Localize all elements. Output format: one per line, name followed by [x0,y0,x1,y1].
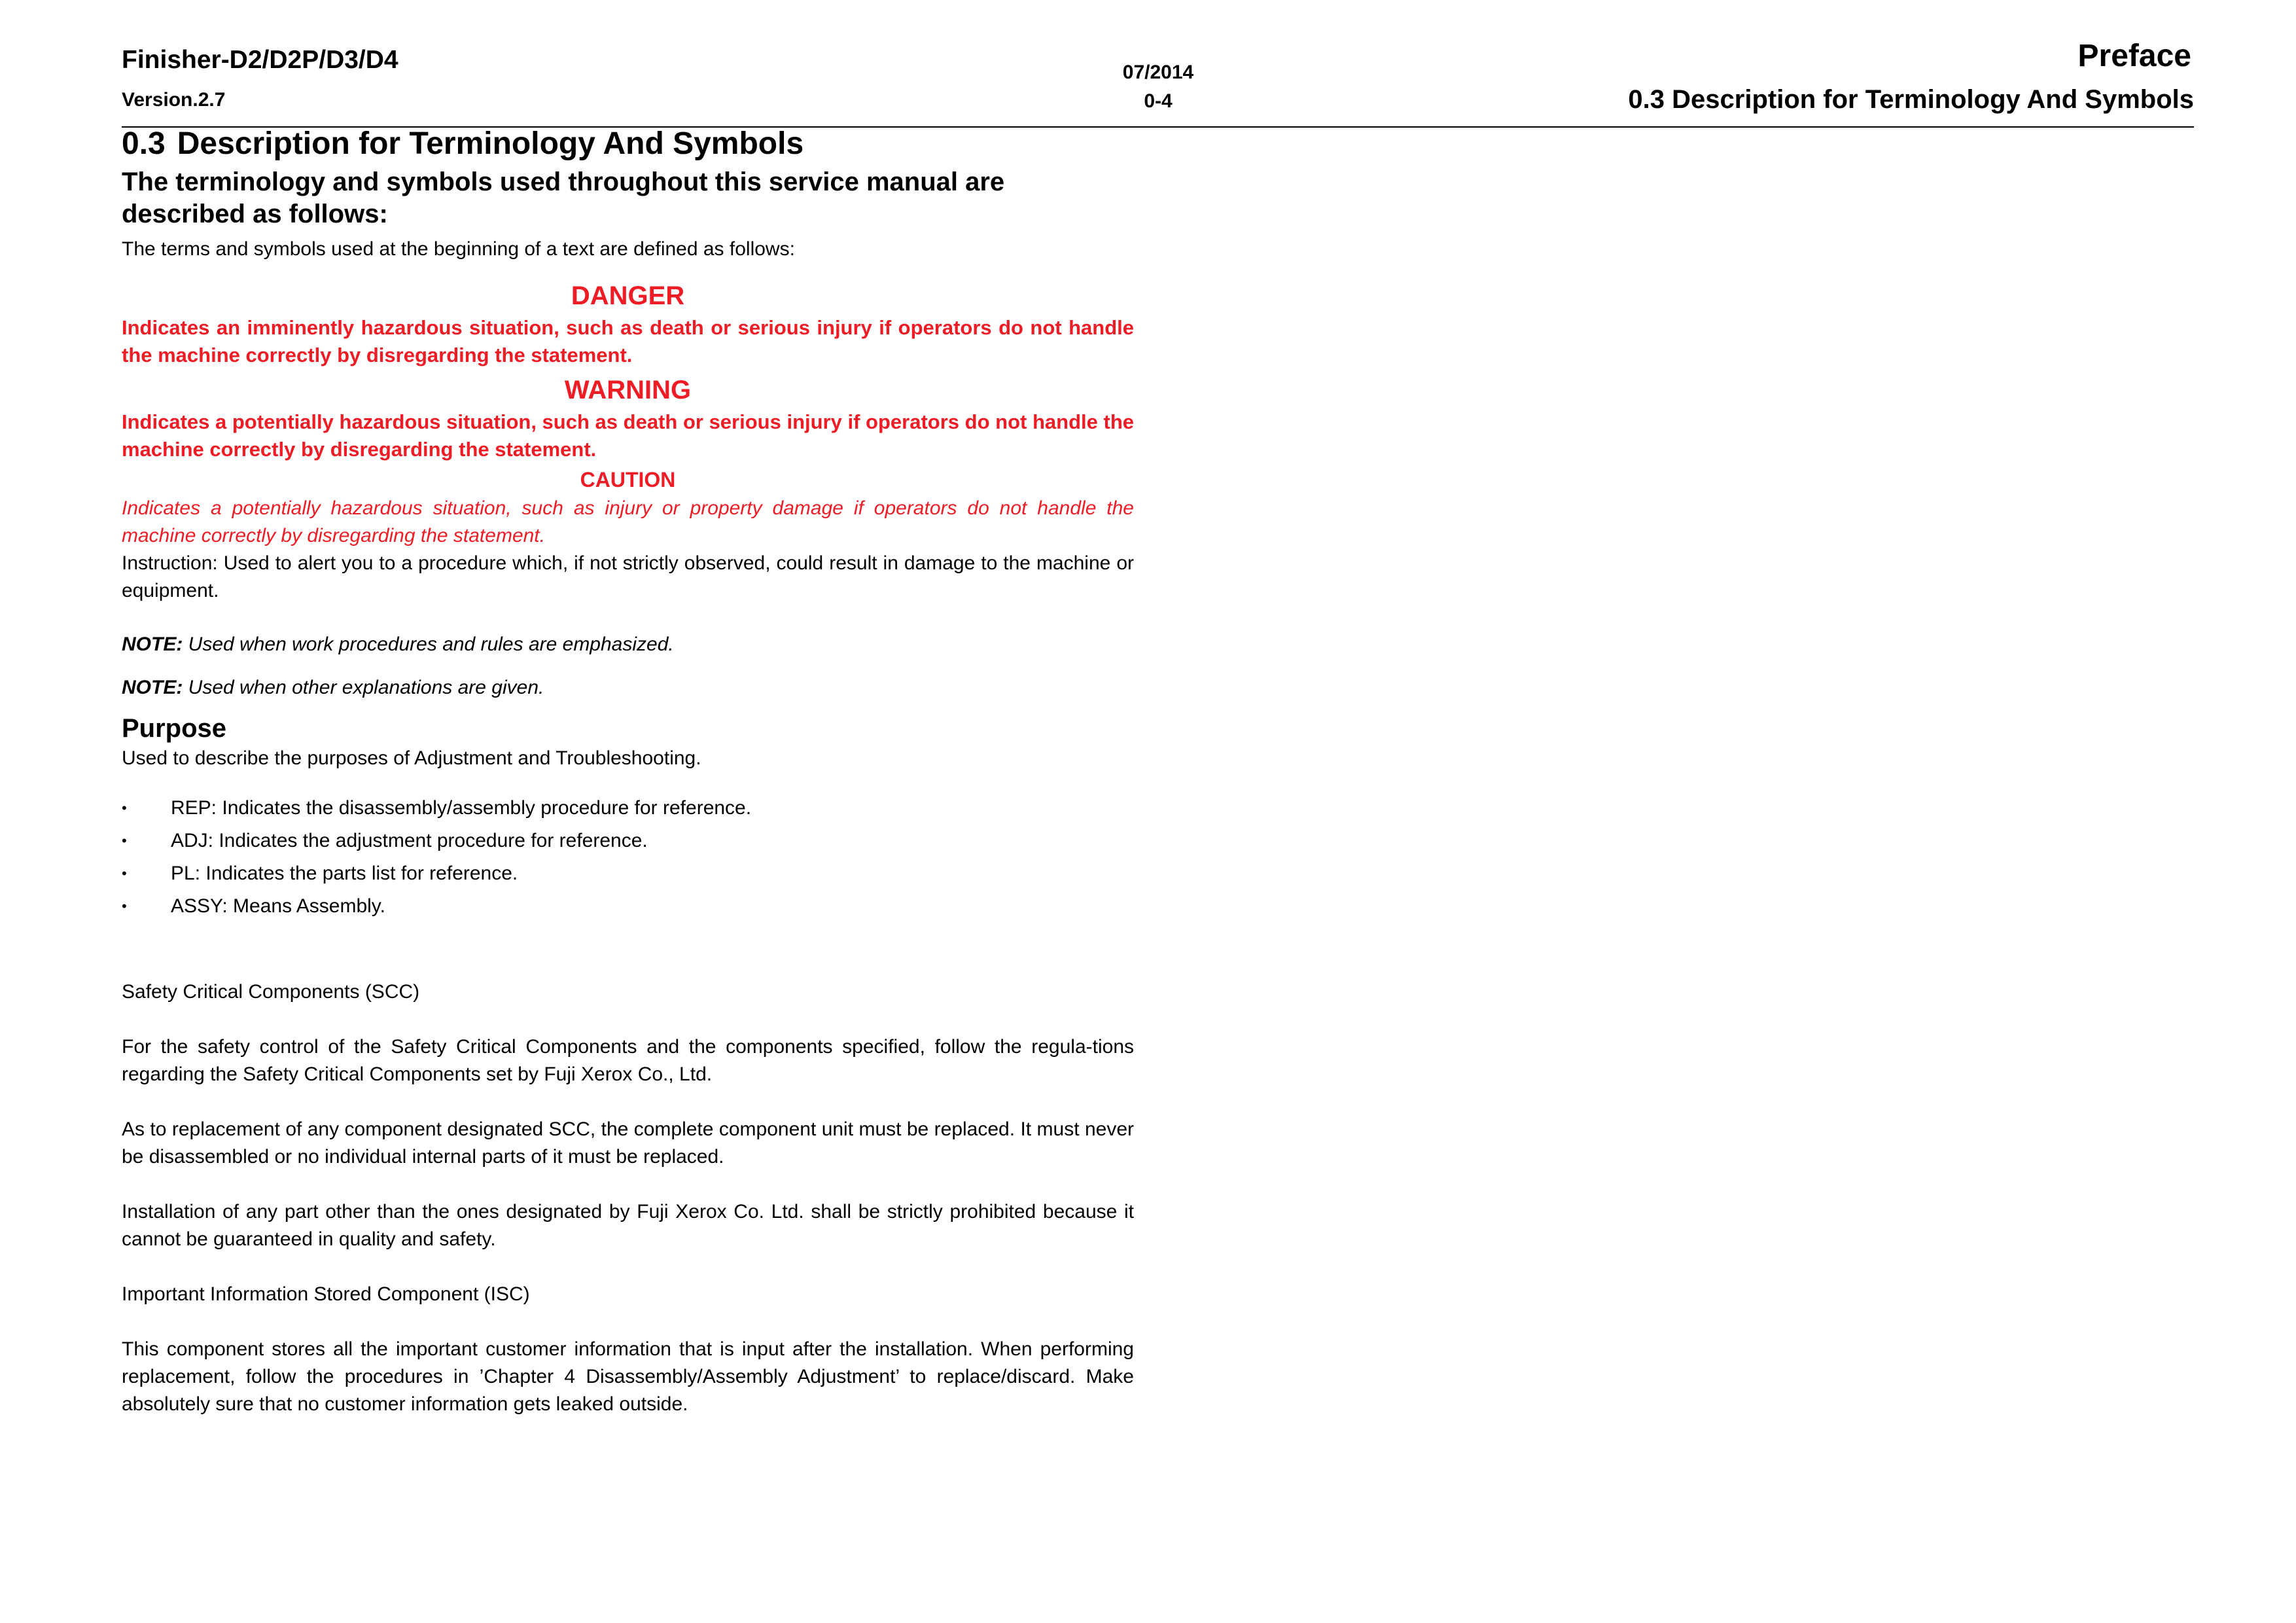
list-item [122,825,1134,857]
header-version: Version.2.7 [122,89,226,111]
note-2-text: Used when other explanations are given. [188,677,544,698]
header-page-number: 0-4 [1144,90,1173,112]
instruction-text: Instruction: Used to alert you to a procedure which, if not strictly observed, could result in damage to the machine or equipment. [122,552,1134,601]
header-date: 07/2014 [1122,62,1194,83]
purpose-text: Used to describe the purposes of Adjustment and Troubleshooting. [122,747,701,769]
isc-text: This component stores all the important customer information that is input after the installation. When performing replacement, follow the procedures in ’Chapter 4 Disassembly/Assembly Adjustment’ to replace/discard. Make absolutely sure that no customer information gets leaked outside. [122,1338,1134,1415]
caution-title: CAUTION [580,468,676,491]
purpose-list [122,792,1134,923]
scc-paragraph-2: As to replacement of any component designated SCC, the complete component unit must be replaced. It must never be disassembled or no individual internal parts of it must be replaced. [122,1118,1134,1168]
bullet-icon: • [122,832,127,849]
header-section: 0.3 Description for Terminology And Symbols [1628,85,2194,114]
note-1 [122,631,1134,658]
bullet-icon: • [122,898,127,914]
header-product-name: Finisher-D2/D2P/D3/D4 [122,46,398,74]
note-1-text: Used when work procedures and rules are emphasized. [188,633,674,655]
bullet-icon: • [122,865,127,882]
purpose-heading: Purpose [122,714,227,743]
bullet-icon: • [122,800,127,816]
danger-text: Indicates an imminently hazardous situation, such as death or serious injury if operators do not handle the machine correctly by disregarding the statement. [122,316,1134,366]
scc-paragraph-1: For the safety control of the Safety Critical Components and the components specified, follow the regula-tions regarding the Safety Critical Components set by Fuji Xerox Co., Ltd. [122,1036,1134,1085]
note-1-label: NOTE: [122,633,183,655]
list-item-text: REP: Indicates the disassembly/assembly procedure for reference. [171,797,752,819]
scc-heading: Safety Critical Components (SCC) [122,981,420,1003]
warning-text: Indicates a potentially hazardous situation, such as death or serious injury if operators do not handle the machine correctly by disregarding the statement. [122,410,1134,461]
list-item [122,890,1134,923]
scc-paragraph-3: Installation of any part other than the ones designated by Fuji Xerox Co. Ltd. shall be strictly prohibited because it cannot be guaranteed in quality and safety. [122,1201,1134,1250]
section-title-text: Description for Terminology And Symbols [177,126,804,161]
isc-heading: Important Information Stored Component (ISC) [122,1283,530,1305]
page-content [122,124,1134,1418]
intro-text: The terms and symbols used at the beginning of a text are defined as follows: [122,238,795,260]
list-item-text: PL: Indicates the parts list for reference. [171,863,518,884]
intro-heading: The terminology and symbols used throughout this service manual are described as follows: [122,168,1005,228]
section-number: 0.3 [122,126,166,161]
header-chapter: Preface [2077,39,2191,73]
list-item-text: ADJ: Indicates the adjustment procedure for reference. [171,830,648,851]
list-item-text: ASSY: Means Assembly. [171,895,385,917]
note-2-label: NOTE: [122,677,183,698]
section-title [122,124,1134,162]
warning-title: WARNING [564,376,692,404]
danger-title: DANGER [571,281,685,310]
list-item [122,792,1134,825]
caution-text: Indicates a potentially hazardous situation, such as injury or property damage if operators do not handle the machine correctly by disregarding the statement. [122,497,1134,546]
list-item [122,857,1134,890]
note-2 [122,674,1134,702]
